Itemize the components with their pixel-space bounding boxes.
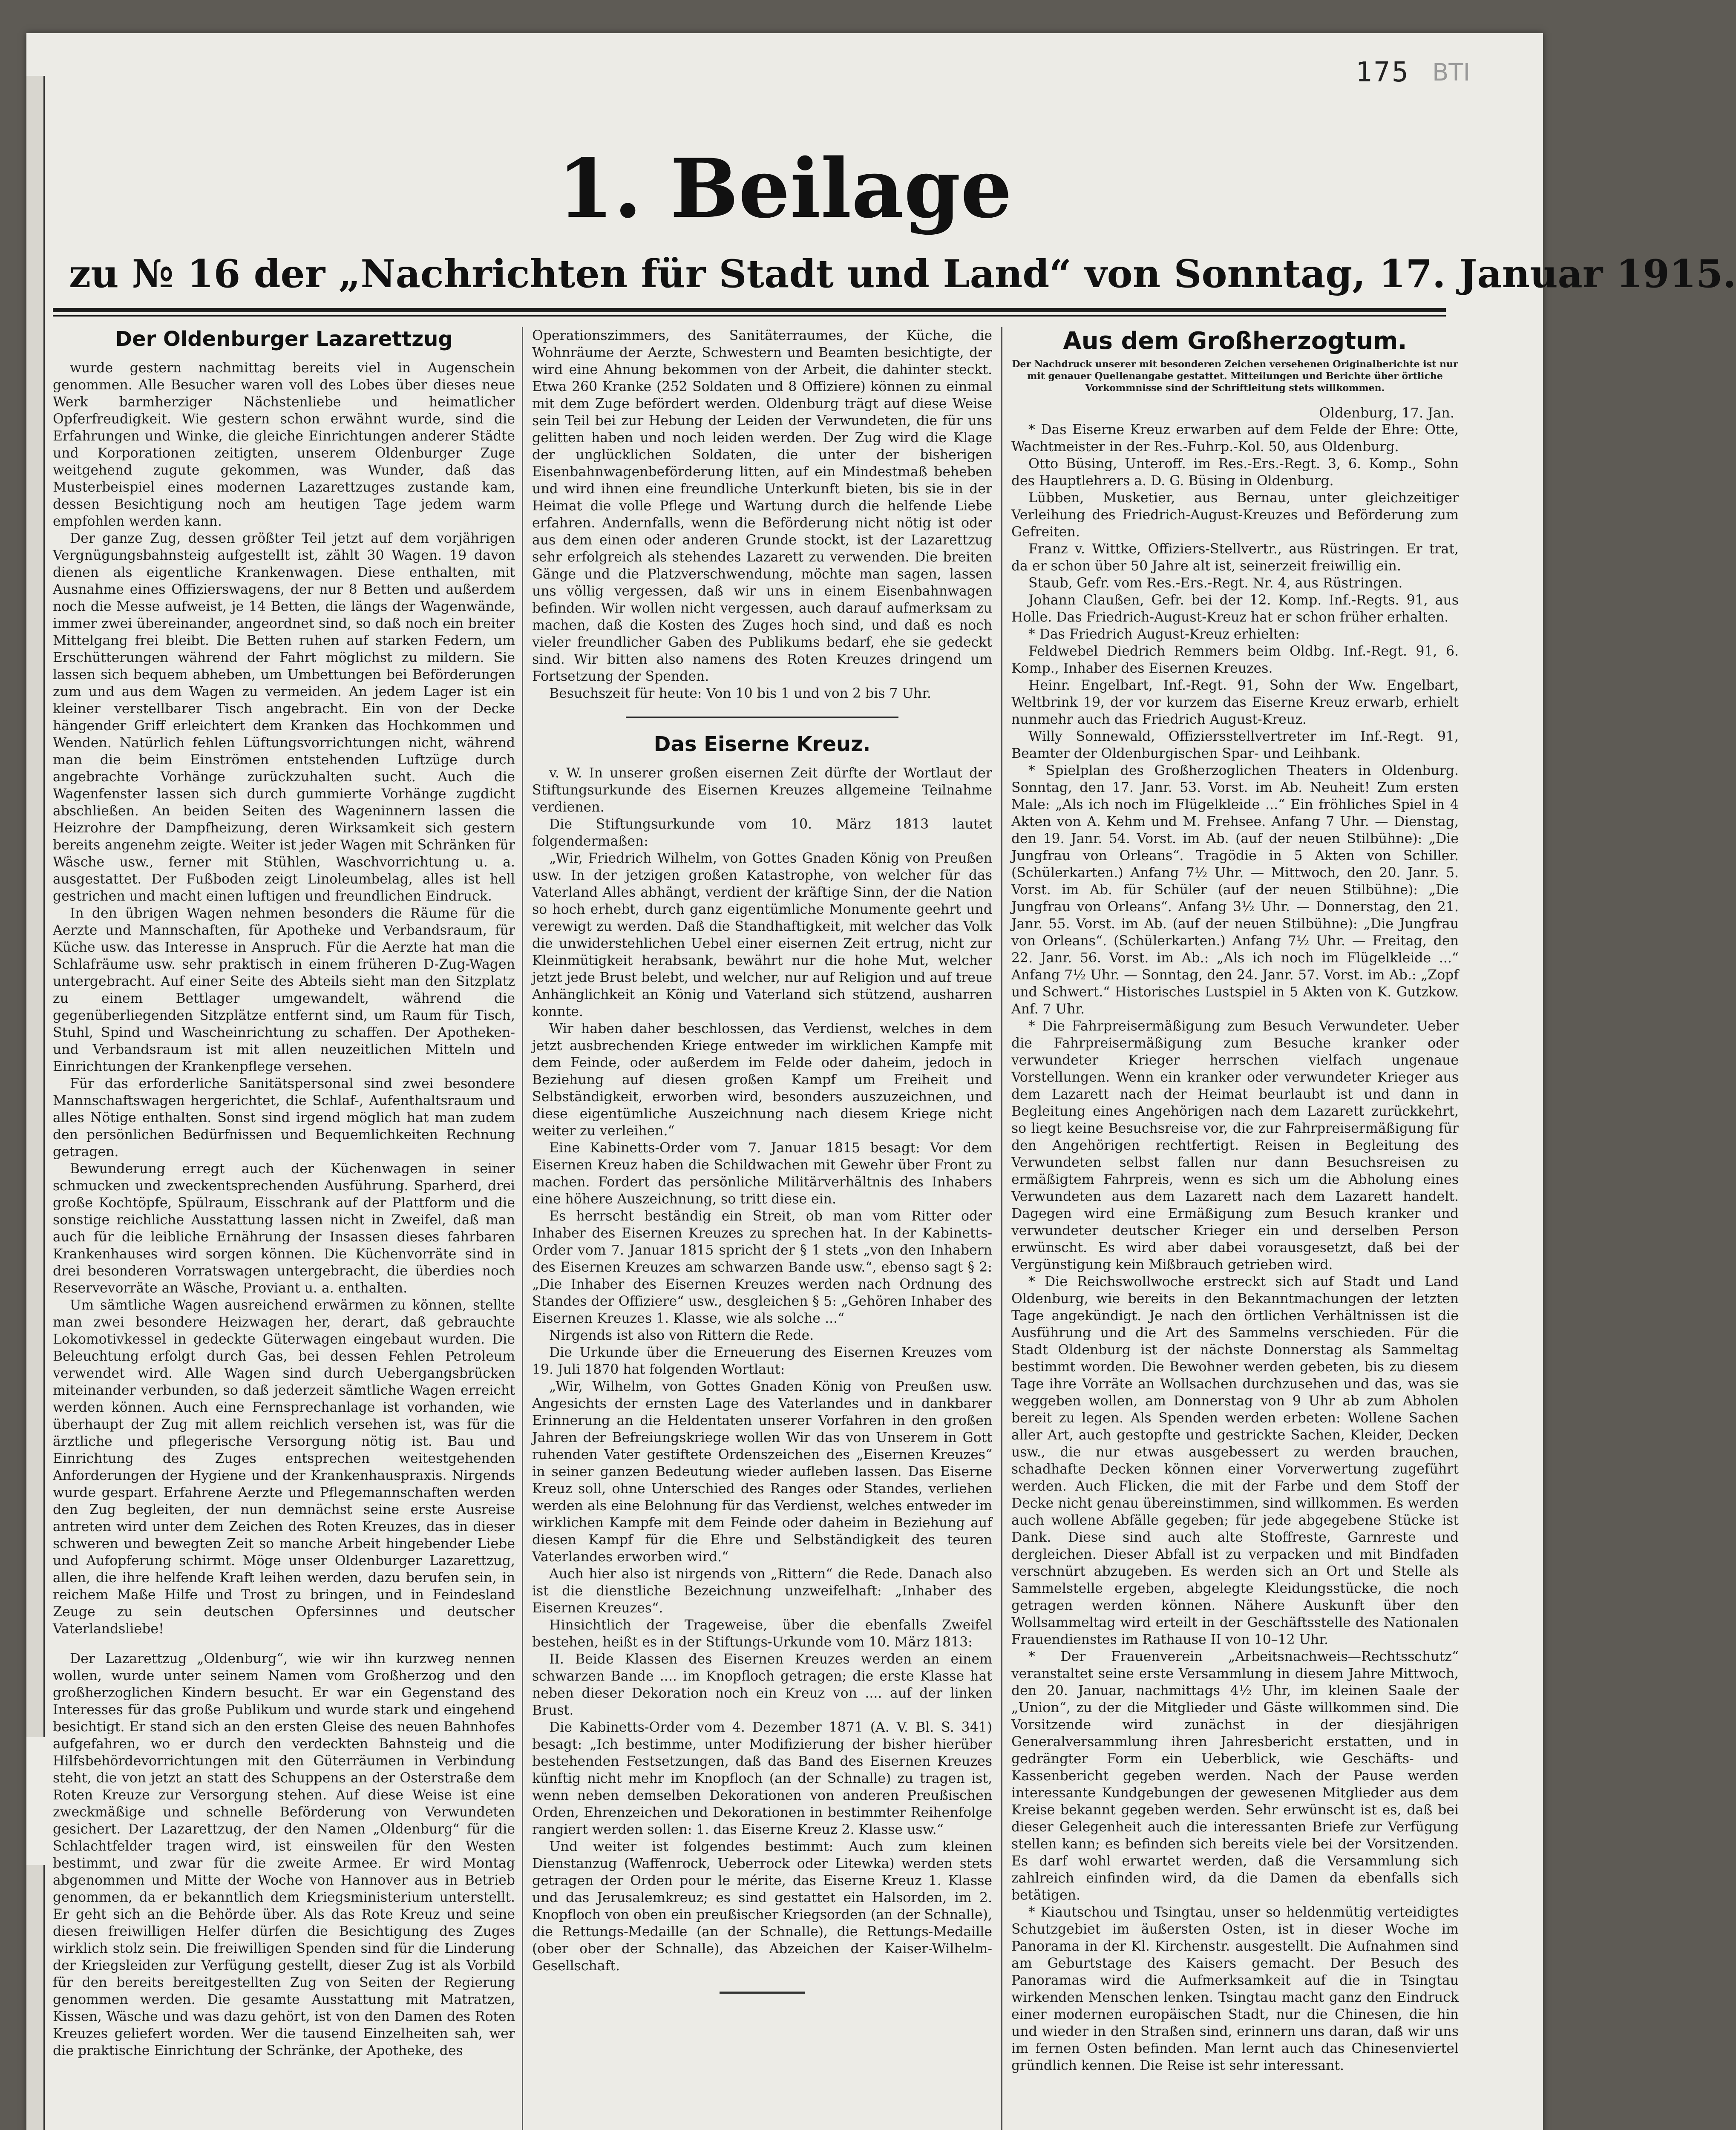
paragraph: Hinsichtlich der Trageweise, über die ebenfalls Zweifel bestehen, heißt es in der Stiftungs-Urkunde vom 10. März 1813: xyxy=(532,1618,992,1650)
column-divider-2 xyxy=(1001,327,1002,2130)
paragraph: Otto Büsing, Unteroff. im Res.-Ers.-Regt. 3, 6. Komp., Sohn des Hauptlehrers a. D. G. Büsing in Oldenburg. xyxy=(1011,456,1459,489)
column-2 xyxy=(532,327,992,2130)
paragraph: Wir haben daher beschlossen, das Verdienst, welches in dem jetzt ausbrechenden Kriege entweder im wirklichen Kampfe mit dem Feinde, oder außerdem im Felde oder daheim, jedoch in Beziehung auf diesen großen Kampf um Freiheit und Selbständigkeit, erworben wird, besonders auszuzeichnen, und diese eigentümliche Auszeichnung nach diesem Kriege nicht weiter zu verleihen.“ xyxy=(532,1021,992,1139)
paragraph: Lübben, Musketier, aus Bernau, unter gleichzeitiger Verleihung des Friedrich-August-Kreuzes und Beförderung zum Gefreiten. xyxy=(1011,490,1459,540)
paragraph: v. W. In unserer großen eisernen Zeit dürfte der Wortlaut der Stiftungsurkunde des Eisernen Kreuzes allgemeine Teilnahme verdienen. xyxy=(532,766,992,815)
paragraph: Feldwebel Diedrich Remmers beim Oldbg. Inf.-Regt. 91, 6. Komp., Inhaber des Eisernen Kreuzes. xyxy=(1011,644,1459,676)
paragraph: * Das Eiserne Kreuz erwarben auf dem Felde der Ehre: Otte, Wachtmeister in der Res.-Fuhrp.-Kol. 50, aus Oldenburg. xyxy=(1011,422,1459,455)
column-3 xyxy=(1011,327,1459,2130)
paragraph: Eine Kabinetts-Order vom 7. Januar 1815 besagt: Vor dem Eisernen Kreuz haben die Schildwachen mit Gewehr über Front zu machen. Fordert das persönliche Militärverhältnis des Inhabers eine höhere Auszeichnung, so tritt diese ein. xyxy=(532,1140,992,1207)
supplement-subtitle: zu № 16 der „Nachrichten für Stadt und Land“ von Sonntag, 17. Januar 1915. xyxy=(69,251,1736,296)
masthead-rule-thin xyxy=(53,315,1446,317)
paragraph: Heinr. Engelbart, Inf.-Regt. 91, Sohn der Ww. Engelbart, Weltbrink 19, der vor kurzem das Eiserne Kreuz erwarb, erhielt nunmehr auch das Friedrich August-Kreuz. xyxy=(1011,678,1459,727)
paragraph: wurde gestern nachmittag bereits viel in Augenschein genommen. Alle Besucher waren voll des Lobes über dieses neue Werk barmherziger Nächstenliebe und heimatlicher Opferfreudigkeit. Wie gestern schon erwähnt wurde, sind die Erfahrungen und Winke, die gleiche Einrichtungen anderer Städte und Korporationen zeitigten, unserem Oldenburger Zuge weitgehend zugute gekommen, was Wunder, daß das Musterbeispiel eines modernen Lazarettzuges zustande kam, dessen Besichtigung noch am heutigen Tage jedem warm empfohlen werden kann. xyxy=(53,360,515,529)
paragraph: Bewunderung erregt auch der Küchenwagen in seiner schmucken und zweckentsprechenden Ausführung. Sparherd, drei große Kochtöpfe, Spülraum, Eisschrank auf der Plattform und die sonstige reichliche Ausstattung lassen nicht in Zweifel, daß man auch für die leibliche Ernährung der Insassen dieses fahrbaren Krankenhauses wird sorgen können. Die Küchenvorräte sind in drei besonderen Vorratswagen untergebracht, die überdies noch Reservevorräte an Wäsche, Proviant u. a. enthalten. xyxy=(53,1161,515,1296)
supplement-title: 1. Beilage xyxy=(557,141,1012,236)
adjacent-page-edge xyxy=(26,76,45,1737)
paragraph: Die Stiftungsurkunde vom 10. März 1813 lautet folgendermaßen: xyxy=(532,817,992,849)
paragraph: Die Kabinetts-Order vom 4. Dezember 1871 (A. V. Bl. S. 341) besagt: „Ich bestimme, unter Modifizierung der bisher hierüber bestehenden Festsetzungen, daß das Band des Eisernen Kreuzes künftig nicht mehr im Knopfloch (an der Schnalle) zu tragen ist, wenn neben demselben Dekorationen von anderen Preußischen Orden, Ehrenzeichen und Dekorationen in bestimmter Reihenfolge rangiert werden sollen: 1. das Eiserne Kreuz 2. Klasse usw.“ xyxy=(532,1720,992,1837)
paragraph: In den übrigen Wagen nehmen besonders die Räume für die Aerzte und Mannschaften, für Apotheke und Verbandsraum, für Küche usw. das Interesse in Anspruch. Für die Aerzte hat man die Schlafräume usw. sehr praktisch in einem früheren D-Zug-Wagen untergebracht. Auf einer Seite des Abteils sieht man den Sitzplatz zu einem Bettlager umgewandelt, während die gegenüberliegenden Sitzplätze entfernt sind, um Raum für Tisch, Stuhl, Spind und Wascheinrichtung zu schaffen. Der Apotheken- und Verbandsraum ist mit allen neuzeitlichen Mitteln und Einrichtungen der Krankenpflege versehen. xyxy=(53,906,515,1074)
paragraph: Es herrscht beständig ein Streit, ob man vom Ritter oder Inhaber des Eisernen Kreuzes zu sprechen hat. In der Kabinetts-Order vom 7. Januar 1815 spricht der § 1 stets „von den Inhabern des Eisernen Kreuzes am schwarzen Bande usw.“, ebenso sagt § 2: „Die Inhaber des Eisernen Kreuzes werden nach Ordnung des Standes der Offiziere“ usw., desgleichen § 5: „Gehören Inhaber des Eisernen Kreuzes 1. Klasse, wie als solche ...“ xyxy=(532,1209,992,1326)
masthead-rule-thick xyxy=(53,308,1446,312)
paragraph: II. Beide Klassen des Eisernen Kreuzes werden an einem schwarzen Bande .... im Knopfloch getragen; die erste Klasse hat neben dieser Dekoration noch ein Kreuz von .... auf der linken Brust. xyxy=(532,1652,992,1718)
article-body-lazarettzug-cont xyxy=(532,327,992,702)
paragraph: * Der Frauenverein „Arbeitsnachweis—Rechtsschutz“ veranstaltet seine erste Versammlung in diesem Jahre Mittwoch, den 20. Januar, nachmittags 4½ Uhr, im kleinen Saale der „Union“, zu der die Mitglieder und Gäste willkommen sind. Die Vorsitzende wird zunächst in der diesjährigen Generalversammlung ihren Jahresbericht erstatten, und in gedrängter Form ein Ueberblick, wie Geschäfts- und Kassenbericht gegeben werden. Nach der Pause werden interessante Kundgebungen der gewesenen Mitglieder aus dem Kreise bekannt gegeben werden. Sehr erwünscht ist es, daß bei dieser Gelegenheit auch die interessanten Briefe zur Verfügung stellen kann; es befinden sich bereits viele bei der Vorsitzenden. Es darf wohl erwartet werden, daß die Versammlung sich zahlreich einfinden wird, da die Damen da ebenfalls sich betätigen. xyxy=(1011,1649,1459,1903)
page-mark: BTI xyxy=(1432,59,1471,86)
paragraph: „Wir, Wilhelm, von Gottes Gnaden König von Preußen usw. Angesichts der ernsten Lage des Vaterlandes und in dankbarer Erinnerung an die Heldentaten unserer Vorfahren in den großen Jahren der Befreiungskriege wollen Wir das von Unserem in Gott ruhenden Vater gestiftete Ordenszeichen des „Eisernen Kreuzes“ in seiner ganzen Bedeutung wieder aufleben lassen. Das Eiserne Kreuz soll, ohne Unterschied des Ranges oder Standes, verliehen werden als eine Belohnung für das Verdienst, welches entweder im wirklichen Kampfe mit dem Feinde oder daheim in Beziehung auf diesen Kampf für die Ehre und Selbständigkeit des teuren Vaterlandes erworben wird.“ xyxy=(532,1379,992,1565)
reprint-notice: Der Nachdruck unserer mit besonderen Zeichen versehenen Originalberichte ist nur mit genauer Quellenangabe gestattet. Mitteilungen und Berichte über örtliche Vorkommnisse sind der Schriftleitung stets willkommen. xyxy=(1012,359,1458,394)
paragraph: Für das erforderliche Sanitätspersonal sind zwei besondere Mannschaftswagen hergerichtet, die Schlaf-, Aufenthaltsraum und alles Nötige enthalten. Sonst sind irgend möglich hat man zudem den persönlichen Bedürfnissen und Bequemlichkeiten Rechnung getragen. xyxy=(53,1076,515,1160)
dateline: Oldenburg, 17. Jan. xyxy=(1319,405,1454,421)
paragraph: Die Urkunde über die Erneuerung des Eisernen Kreuzes vom 19. Juli 1870 hat folgenden Wortlaut: xyxy=(532,1345,992,1377)
paragraph: * Das Friedrich August-Kreuz erhielten: xyxy=(1028,627,1300,642)
paragraph: Nirgends ist also von Rittern die Rede. xyxy=(549,1328,814,1343)
paragraph: Der ganze Zug, dessen größter Teil jetzt auf dem vorjährigen Vergnügungsbahnsteig aufgestellt ist, zählt 30 Wagen. 19 davon dienen als eigentliche Krankenwagen. Diese enthalten, mit Ausnahme eines Offizierswagens, der nur 8 Betten und außerdem noch die Messe aufweist, je 14 Betten, die längs der Wagenwände, immer zwei übereinander, angeordnet sind, so daß noch ein breiter Mittelgang frei bleibt. Die Betten ruhen auf starken Federn, um Erschütterungen während der Fahrt möglichst zu mildern. Sie lassen sich bequem abheben, um Umbettungen bei Beförderungen zum und aus dem Wagen zu vermeiden. An jedem Lager ist ein kleiner verstellbarer Tisch angebracht. Ein von der Decke hängender Griff erleichtert dem Kranken das Hochkommen und Wenden. Natürlich fehlen Lüftungsvorrichtungen nicht, während man die beim Einströmen entstehenden Luftzüge durch angebrachte Vorhänge zurückzuhalten sucht. Auch die Wagenfenster lassen sich durch gummierte Vorhänge zugdicht abschließen. An beiden Seiten des Wageninnern lassen die Heizrohre der Dampfheizung, deren Wirksamkeit sich gestern bereits angenehm zeigte. Weiter ist jeder Wagen mit Schränken für Wäsche usw., ferner mit Stühlen, Waschvorrichtung u. a. ausgestattet. Der Fußboden zeigt Linoleumbelag, alles ist hell gestrichen und macht einen luftigen und freundlichen Eindruck. xyxy=(53,531,515,904)
paragraph: Willy Sonnewald, Offiziersstellvertreter im Inf.-Regt. 91, Beamter der Oldenburgischen Spar- und Leihbank. xyxy=(1011,729,1459,761)
paragraph: Der Lazarettzug „Oldenburg“, wie wir ihn kurzweg nennen wollen, wurde unter seinem Namen vom Großherzog und den großherzoglichen Kindern besucht. Er war ein Gegenstand des Interesses für das große Publikum und wurde stark und eingehend besichtigt. Er stand sich an den ersten Gleise des neuen Bahnhofes aufgefahren, wo er durch den verdeckten Bahnsteig und die Hilfsbehördevorrichtungen mit den Güterräumen in Verbindung steht, die von jetzt an statt des Schuppens an der Osterstraße dem Roten Kreuze zur Versorgung stehen. Auf diese Weise ist eine zweckmäßige und schnelle Beförderung von Verwundeten gesichert. Der Lazarettzug, der den Namen „Oldenburg“ für die Schlachtfelder tragen wird, ist einsweilen für den Westen bestimmt, und zwar für die zweite Armee. Er wird Montag abgenommen und Mitte der Woche von Hannover aus in Betrieb genommen, da er bekanntlich dem Kriegsministerium unterstellt. Er geht sich an die Behörde über. Als das Rote Kreuz und seine diesen freiwilligen Helfer dürfen die Besichtigung des Zuges wirklich stolz sein. Die freiwilligen Spenden sind für die Linderung der Kriegsleiden zur Verfügung gestellt, dieser Zug ist als Vorbild für den bereits bereitgestellten Zug von Seiten der Regierung genommen werden. Die gesamte Ausstattung mit Matratzen, Kissen, Wäsche und was dazu gehört, ist von den Damen des Roten Kreuzes geliefert worden. Wer die tausend Einzelheiten sah, wer die praktische Einrichtung der Schränke, der Apotheke, des xyxy=(53,1651,515,2058)
paragraph: Um sämtliche Wagen ausreichend erwärmen zu können, stellte man zwei besondere Heizwagen her, derart, daß gebrauchte Lokomotivkessel in gedeckte Güterwagen eingebaut wurden. Die Beleuchtung erfolgt durch Gas, bei dessen Fehlen Petroleum verwendet wird. Alle Wagen sind durch Uebergangsbrücken miteinander verbunden, so daß jederzeit sämtliche Wagen erreicht werden können. Auch eine Fernsprechanlage ist vorhanden, wie überhaupt der Zug mit allem reichlich versehen ist, was für die ärztliche und pflegerische Versorgung nötig ist. Bau und Einrichtung des Zuges entsprechen weitestgehenden Anforderungen der Hygiene und der Krankenhauspraxis. Nirgends wurde gespart. Erfahrene Aerzte und Pflegemannschaften werden den Zug begleiten, der nun demnächst seine erste Ausreise antreten wird unter dem Zeichen des Roten Kreuzes, das in dieser schweren und bewegten Zeit so manche Arbeit hingebender Liebe und Aufopferung schirmt. Möge unser Oldenburger Lazarettzug, allen, die ihre helfende Kraft leihen werden, dazu berufen sein, in reichem Maße Hilfe und Trost zu bringen, und in Feindesland Zeuge zu sein deutschen Opfersinnes und deutscher Vaterlandsliebe! xyxy=(53,1298,515,1637)
spacer xyxy=(53,1638,515,1650)
paragraph: * Die Reichswollwoche erstreckt sich auf Stadt und Land Oldenburg, wie bereits in den Bekanntmachungen der letzten Tage angekündigt. Je nach den örtlichen Verhältnissen ist die Ausführung und die Art des Sammelns verschieden. Für die Stadt Oldenburg ist der nächste Donnerstag als Sammeltag bestimmt worden. Die Bewohner werden gebeten, bis zu diesem Tage ihre Vorräte an Wollsachen durchzusehen und das, was sie weggeben wollen, am Donnerstag von 9 Uhr ab zum Abholen bereit zu legen. Als Spenden werden erbeten: Wollene Sachen aller Art, auch gestopfte und gestrickte Sachen, Kleider, Decken usw., die nur etwas ausgebessert zu werden brauchen, schadhafte Decken können einer Vorverwertung zugeführt werden. Auch Flicken, die mit der Farbe und dem Stoff der Decke nicht genau übereinstimmen, sind willkommen. Es werden auch wollene Abfälle gegeben; für jede abgegebene Stücke ist Dank. Diese sind auch alte Stoffreste, Garnreste und dergleichen. Dieser Abfall ist zu verpacken und mit Bindfaden verschnürt abzugeben. Es werden sich an Ort und Stelle als Sammelstelle ergeben, abgelegte Kleidungsstücke, die noch getragen werden können. Nähere Auskunft über den Wollsammeltag wird erteilt in der Geschäftsstelle des Nationalen Frauendienstes im Rathause II von 10–12 Uhr. xyxy=(1011,1274,1459,1647)
article-heading-eisernes-kreuz: Das Eiserne Kreuz. xyxy=(654,732,871,756)
paragraph: Staub, Gefr. vom Res.-Ers.-Regt. Nr. 4, aus Rüstringen. xyxy=(1028,576,1403,591)
paragraph: „Wir, Friedrich Wilhelm, von Gottes Gnaden König von Preußen usw. In der jetzigen großen Katastrophe, von welcher für das Vaterland Alles abhängt, verdient der kräftige Sinn, der die Nation so hoch erhebt, durch ganz eigentümliche Monumente geehrt und verewigt zu werden. Daß die Standhaftigkeit, mit welcher das Volk die unwiderstehlichen Uebel einer eisernen Zeit ertrug, nicht zur Kleinmütigkeit herabsank, bewährt nur die hohe Mut, welcher jetzt jede Brust belebt, und welcher, nur auf Religion und auf treue Anhänglichkeit an König und Vaterland sich stützend, ausharren konnte. xyxy=(532,851,992,1019)
end-rule xyxy=(720,1992,805,1994)
paragraph: Franz v. Wittke, Offiziers-Stellvertr., aus Rüstringen. Er trat, da er schon über 50 Jahre alt ist, seinerzeit freiwillig ein. xyxy=(1011,541,1459,574)
paragraph: Und weiter ist folgendes bestimmt: Auch zum kleinen Dienstanzug (Waffenrock, Ueberrock oder Litewka) werden stets getragen der Orden pour le mérite, das Eiserne Kreuz 1. Klasse und das Jerusalemkreuz; es sind gestattet ein Halsorden, im 2. Knopfloch von oben ein preußischer Kriegsorden (an der Schnalle), die Rettungs-Medaille (an der Schnalle), die Rettungs-Medaille (ober ober der Schnalle), das Abzeichen der Kaiser-Wilhelm-Gesellschaft. xyxy=(532,1839,992,1974)
paragraph: Besuchszeit für heute: Von 10 bis 1 und von 2 bis 7 Uhr. xyxy=(549,686,931,701)
paragraph: * Die Fahrpreisermäßigung zum Besuch Verwundeter. Ueber die Fahrpreisermäßigung zum Besuche kranker oder verwundeter Krieger herrschen vielfach ungenaue Vorstellungen. Wenn ein kranker oder verwundeter Krieger aus dem Lazarett nach der Heimat beurlaubt ist und dann in Begleitung eines Angehörigen nach dem Lazarett zurückkehrt, so liegt keine Besuchsreise vor, die zur Fahrpreisermäßigung für den Angehörigen rechtfertigt. Reisen in Begleitung des Verwundeten selbst fallen nur dann Besuchsreisen zu ermäßigtem Fahrpreis, wenn es sich um die Abholung eines Verwundeten aus dem Lazarett nach dem Lazarett handelt. Dagegen wird eine Ermäßigung zum Besuch kranker und verwundeter deutscher Krieger ein und derselben Person erwünscht. Es wird aber dabei vorausgesetzt, daß bei der Vergünstigung kein Mißbrauch getrieben wird. xyxy=(1011,1019,1459,1272)
section-heading-grossherzogtum: Aus dem Großherzogtum. xyxy=(1063,327,1407,355)
section-body-grossherzogtum xyxy=(1011,421,1459,2074)
newspaper-page xyxy=(26,33,1736,2130)
paragraph: Johann Claußen, Gefr. bei der 12. Komp. Inf.-Regts. 91, aus Holle. Das Friedrich-August-Kreuz hat er schon früher erhalten. xyxy=(1011,593,1459,625)
column-1 xyxy=(53,327,515,2130)
column-divider-1 xyxy=(522,327,523,2130)
adjacent-page-edge-lower xyxy=(26,1865,45,2130)
article-body-eisernes-kreuz xyxy=(532,765,992,1975)
paragraph: * Kiautschou und Tsingtau, unser so heldenmütig verteidigtes Schutzgebiet im äußersten Osten, ist in dieser Woche im Panorama in der Kl. Kirchenstr. ausgestellt. Die Aufnahmen sind am Geburtstage des Kaisers gemacht. Der Besuch des Panoramas wird die Aufmerksamkeit auf die in Tsingtau wirkenden Menschen lenken. Tsingtau macht ganz den Eindruck einer modernen europäischen Stadt, nur die Chinesen, die hin und wieder in den Straßen sind, erinnern uns daran, daß wir uns im fernen Osten befinden. Man lernt auch das Chinesenviertel gründlich kennen. Die Reise ist sehr interessant. xyxy=(1011,1905,1459,2073)
paragraph: * Spielplan des Großherzoglichen Theaters in Oldenburg. Sonntag, den 17. Janr. 53. Vorst. im Ab. Neuheit! Zum ersten Male: „Als ich noch im Flügelkleide ...“ Ein fröhliches Spiel in 4 Akten von A. Kehm und M. Frehsee. Anfang 7 Uhr. — Dienstag, den 19. Janr. 54. Vorst. im Ab. (auf der neuen Stilbühne): „Die Jungfrau von Orleans“. Tragödie in 5 Akten von Schiller. (Schülerkarten.) Anfang 7½ Uhr. — Mittwoch, den 20. Janr. 5. Vorst. im Ab. für Schüler (auf der neuen Stilbühne): „Die Jungfrau von Orleans“. Anfang 3½ Uhr. — Donnerstag, den 21. Janr. 55. Vorst. im Ab. (auf der neuen Stilbühne): „Die Jungfrau von Orleans“. (Schülerkarten.) Anfang 7½ Uhr. — Freitag, den 22. Janr. 56. Vorst. im Ab.: „Als ich noch im Flügelkleide ...“ Anfang 7½ Uhr. — Sonntag, den 24. Janr. 57. Vorst. im Ab.: „Zopf und Schwert.“ Historisches Lustspiel in 5 Akten von K. Gutzkow. Anf. 7 Uhr. xyxy=(1011,763,1459,1017)
page-number: 175 xyxy=(1356,57,1410,88)
paragraph: Auch hier also ist nirgends von „Rittern“ die Rede. Danach also ist die dienstliche Bezeichnung unzweifelhaft: „Inhaber des Eisernen Kreuzes“. xyxy=(532,1566,992,1616)
article-heading-lazarettzug: Der Oldenburger Lazarettzug xyxy=(115,327,453,351)
paragraph: Operationszimmers, des Sanitäterraumes, der Küche, die Wohnräume der Aerzte, Schwestern und Beamten besichtigte, der wird eine Ahnung bekommen von der Arbeit, die dahinter steckt. Etwa 260 Kranke (252 Soldaten und 8 Offiziere) können zu einmal mit dem Zuge befördert werden. Oldenburg trägt auf diese Weise sein Teil bei zur Hebung der Leiden der Verwundeten, die für uns gelitten haben und noch leiden werden. Der Zug wird die Klage der unglücklichen Soldaten, die unter der bisherigen Eisenbahnwagenbeförderung litten, auf ein Mindestmaß beheben und wird ihnen eine freundliche Unterkunft bieten, bis sie in der Heimat die volle Pflege und Wartung durch die helfende Liebe erfahren. Andernfalls, wenn die Beförderung nicht nötig ist oder aus dem einen oder anderen Grunde stockt, ist der Lazarettzug sehr erfolgreich als stehendes Lazarett zu verwenden. Die breiten Gänge und die Platzverschwendung, möchte man sagen, lassen uns völlig vergessen, daß wir uns in einem Eisenbahnwagen befinden. Wir wollen nicht vergessen, auch darauf aufmerksam zu machen, daß die Kosten des Zuges hoch sind, und daß es noch vieler freundlicher Gaben des Publikums bedarf, ehe sie gedeckt sind. Wir bitten also namens des Roten Kreuzes dringend um Fortsetzung der Spenden. xyxy=(532,328,992,684)
article-body-lazarettzug xyxy=(53,360,515,2059)
article-separator xyxy=(626,717,898,718)
